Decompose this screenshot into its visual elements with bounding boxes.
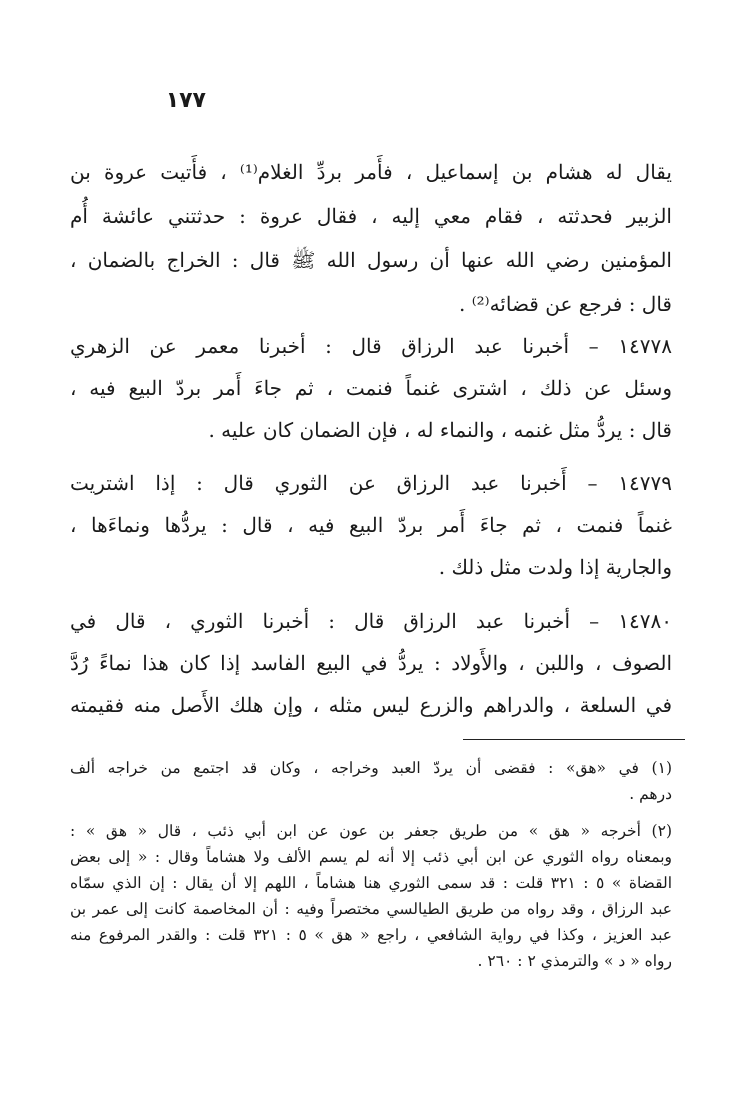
text-line: يقال له هشام بن إسماعيل ، فأَمر بردِّ الغلام⁽¹⁾ ، فأَتيت عروة بن (70, 160, 672, 184)
text-line: قال : فرجع عن قضائه⁽²⁾ . (459, 292, 672, 316)
text-line: المؤمنين رضي الله عنها أن رسول الله ﷺ قال : الخراج بالضمان ، (70, 248, 672, 272)
footnote-line: وبمعناه رواه الثوري عن ابن أبي ذئب إلا أنه لم يسم الألف ولا هشاماً وقال : « إلى بعض (70, 848, 672, 866)
footnote-line: (١) في «هق» : فقضى أن يردّ العبد وخراجه ، وكان قد اجتمع من خراجه ألف (70, 759, 672, 777)
text-line: وسئل عن ذلك ، اشترى غنماً فنمت ، ثم جاءَ أَمر بردّ البيع فيه ، (70, 376, 672, 400)
text-line: ١٤٧٧٨ – أخبرنا عبد الرزاق قال : أخبرنا معمر عن الزهري (70, 334, 672, 358)
page-number: ١٧٧ (165, 88, 206, 113)
paragraph-hadith-14778 (70, 325, 672, 451)
footnote-line: عبد الرزاق ، وقد رواه من طريق الطيالسي مختصراً وفيه : أن المخاصمة كانت إلى عمر بن (70, 900, 672, 918)
text-line: غنماً فنمت ، ثم جاءَ أَمر بردّ البيع فيه ، قال : يردُّها ونماءَها ، (70, 513, 672, 537)
text-line: ١٤٧٨٠ – أخبرنا عبد الرزاق قال : أخبرنا الثوري ، قال في (70, 609, 672, 633)
text-line: ١٤٧٧٩ – أَخبرنا عبد الرزاق عن الثوري قال : إذا اشتريت (70, 471, 672, 495)
paragraph-1 (70, 150, 672, 326)
footnote-line: عبد العزيز ، وكذا في رواية الشافعي ، راجع « هق » ٥ : ٣٢١ قلت : والقدر المرفوع منه (70, 926, 672, 944)
footnote-line: درهم . (629, 785, 672, 803)
paragraph-hadith-14780 (70, 600, 672, 726)
footnote-1 (70, 755, 672, 807)
footnote-2 (70, 818, 672, 974)
footnote-line: رواه « د » والترمذي ٢ : ٢٦٠ . (477, 952, 672, 970)
paragraph-hadith-14779 (70, 462, 672, 588)
footnote-divider (463, 739, 685, 740)
text-line: قال : يردُّ مثل غنمه ، والنماء له ، فإن الضمان كان عليه . (208, 418, 672, 442)
text-line: في السلعة ، والدراهم والزرع ليس مثله ، وإن هلك الأَصل منه فقيمته (70, 693, 672, 717)
footnote-line: القضاة » ٥ : ٣٢١ قلت : قد سمى الثوري هنا هشاماً ، اللهم إلا أن يقال : إن الذي سمّاه (70, 874, 672, 892)
footnote-line: (٢) أخرجه « هق » من طريق جعفر بن عون عن ابن أبي ذئب ، قال « هق » : (70, 822, 672, 840)
text-line: والجارية إذا ولدت مثل ذلك . (438, 555, 672, 579)
text-line: الزبير فحدثته ، فقام معي إليه ، فقال عروة : حدثتني عائشة أُم (70, 204, 672, 228)
text-line: الصوف ، واللبن ، والأَولاد : يردُّ في البيع الفاسد إذا كان هذا نماءً رُدَّ (70, 651, 672, 675)
